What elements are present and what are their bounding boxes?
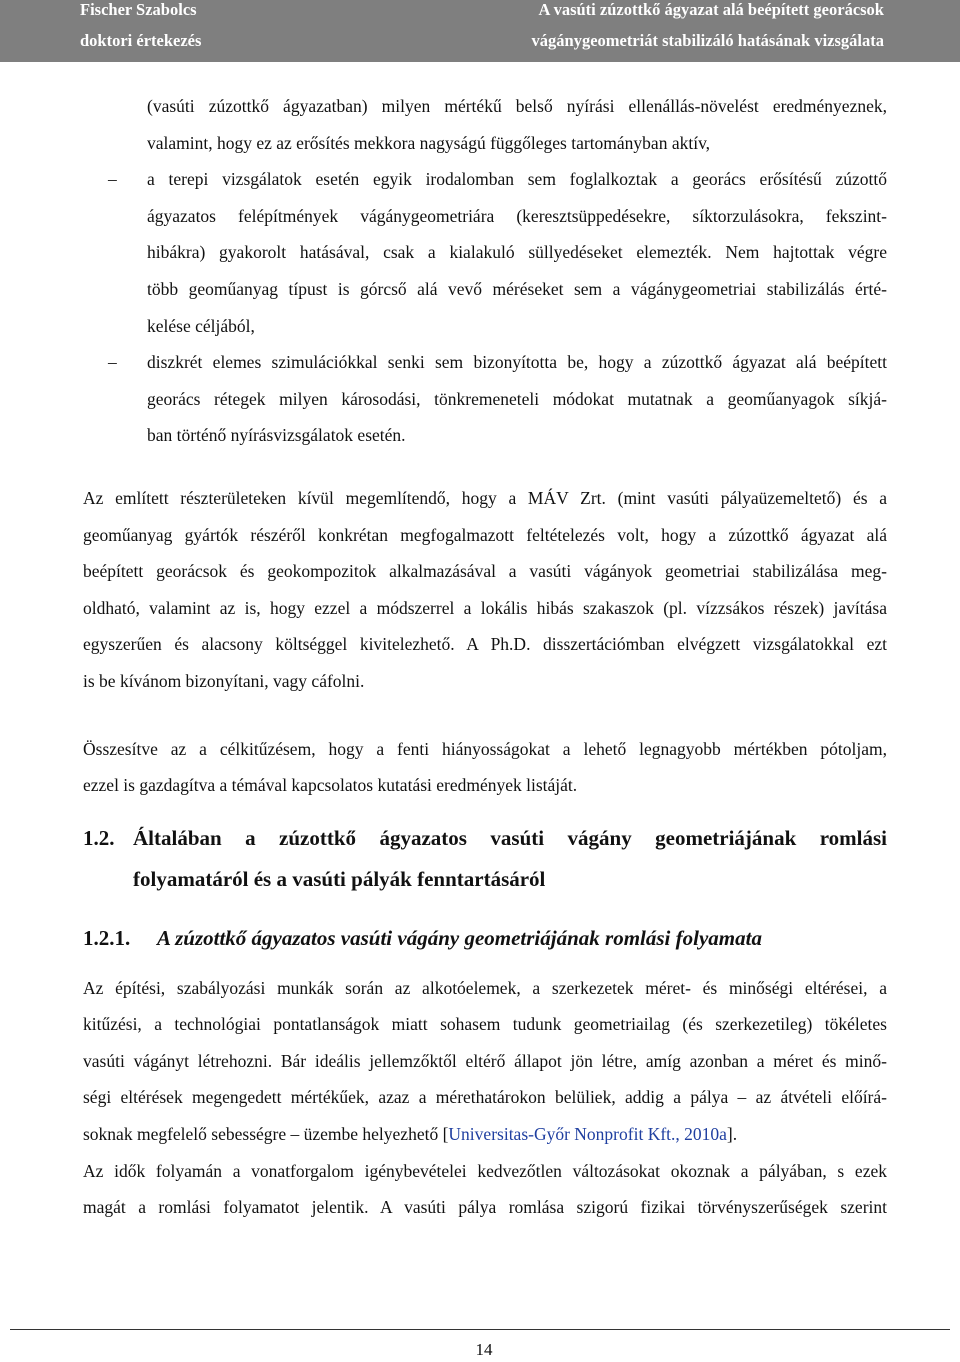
text-line: ágyazatos felépítmények vágánygeometriára (keresztsüppedésekre, síktorzulásokra, fekszint-: [147, 205, 887, 226]
text-line: vasúti vágányt létrehozni. Bár ideális jellemzőktől eltérő állapot jön létre, amíg azonban a méret és minő-: [83, 1050, 887, 1071]
subsection-title: A zúzottkő ágyazatos vasúti vágány geometriájának romlási folyamata: [157, 925, 762, 950]
subsection-heading: [83, 918, 887, 958]
bullet-item: [83, 161, 887, 344]
text-line: Az idők folyamán a vonatforgalom igénybevételei kedvezőtlen változásokat okoznak a pályában, s ezek: [83, 1160, 887, 1181]
text-line: Az említett részterületeken kívül megemlítendő, hogy a MÁV Zrt. (mint vasúti pályaüzemeltető) és a: [83, 487, 887, 508]
text-line: több geoműanyag típust is górcső alá vevő méréseket sem a vágánygeometriai stabilizálás érté-: [147, 278, 887, 299]
text-line: egyszerűen és alacsony költséggel kivitelezhető. A Ph.D. disszertációmban elvégzett vizsgálatokkal ezt: [83, 634, 887, 655]
bullet-dash: –: [108, 352, 117, 373]
text-line: valamint, hogy ez az erősítés mekkora nagyságú függőleges tartományban aktív,: [147, 132, 711, 153]
text-line: Az építési, szabályozási munkák során az alkotóelemek, a szerkezetek méret- és minőségi eltérései, a: [83, 977, 887, 998]
text-line: oldható, valamint az is, hogy ezzel a módszerrel a lokális hibás szakaszok (pl. vízzsákos részek) javítása: [83, 597, 887, 618]
text-line: geoműanyag gyártók részéről konkrétan megfogalmazott feltételezés volt, hogy a zúzottkő ágyazat alá: [83, 524, 887, 545]
header-title-line-2: vágánygeometriát stabilizáló hatásának vizsgálata: [531, 31, 884, 50]
text-span: ].: [726, 1124, 738, 1145]
text-line: ezzel is gazdagítva a témával kapcsolatos kutatási eredmények listáját.: [83, 775, 578, 796]
paragraph-4: [83, 1153, 887, 1226]
text-line: [83, 1116, 887, 1153]
text-line: (vasúti zúzottkő ágyazatban) milyen mértékű belső nyírási ellenállás-növelést eredményeznek,: [147, 96, 887, 116]
text-line: is be kívánom bizonyítani, vagy cáfolni.: [83, 670, 365, 691]
header-author: Fischer Szabolcs: [80, 0, 197, 19]
text-line: a terepi vizsgálatok esetén egyik irodalomban sem foglalkoztak a georács erősítésű zúzottő: [147, 169, 887, 190]
subsection-number: 1.2.1.: [83, 925, 131, 950]
citation-link[interactable]: Universitas-Győr Nonprofit Kft., 2010a: [448, 1124, 727, 1145]
page-header: [0, 0, 960, 62]
page-number: 14: [475, 1340, 493, 1359]
header-title-line-1: A vasúti zúzottkő ágyazat alá beépített georácsok: [538, 0, 884, 19]
section-number: 1.2.: [83, 825, 115, 850]
footer-rule: [10, 1329, 950, 1330]
list-continuation: [83, 88, 887, 161]
header-doc-type: doktori értekezés: [80, 31, 202, 50]
bullet-dash: –: [108, 169, 117, 190]
text-line: georács rétegek milyen károsodási, tönkremeneteli módokat mutatnak a geoműanyagok síkjá-: [147, 388, 887, 409]
text-span: soknak megfelelő sebességre – üzembe helyezhető [: [83, 1124, 449, 1145]
text-line: diszkrét elemes szimulációkkal senki sem bizonyította be, hogy a zúzottkő ágyazat alá beépített: [147, 352, 887, 373]
text-line: kelése céljából,: [147, 315, 255, 336]
text-line: ségi eltérések megengedett mértékűek, azaz a mérethatárokon belüliek, addig a pálya – az átvételi előírá-: [83, 1087, 887, 1108]
page-content: [83, 88, 887, 1226]
paragraph-3: [83, 970, 887, 1153]
section-title-line: Általában a zúzottkő ágyazatos vasúti vágány geometriájának romlási: [133, 825, 887, 850]
bullet-item: [83, 344, 887, 454]
text-line: magát a romlási folyamatot jelentik. A vasúti pálya romlása szigorú fizikai törvényszerűségek szerint: [83, 1197, 887, 1218]
text-line: ban történő nyírásvizsgálatok esetén.: [147, 425, 406, 446]
text-line: Összesítve az a célkitűzésem, hogy a fenti hiányosságokat a lehető legnagyobb mértékben pótoljam,: [83, 738, 887, 759]
paragraph-1: [83, 480, 887, 700]
text-line: beépített georácsok és geokompozitok alkalmazásával a vasúti vágányok geometriai stabilizálása meg-: [83, 561, 887, 582]
section-title-line: folyamatáról és a vasúti pályák fenntartásáról: [133, 866, 546, 891]
paragraph-2: [83, 731, 887, 804]
section-heading: [83, 818, 887, 900]
text-line: hibákra) gyakorolt hatásával, csak a kialakuló süllyedéseket elemezték. Nem hajtottak végre: [147, 242, 887, 263]
text-line: kitűzési, a technológiai pontatlanságok miatt sohasem tudunk geometriailag (és szerkezetileg) tökéletes: [83, 1014, 887, 1035]
